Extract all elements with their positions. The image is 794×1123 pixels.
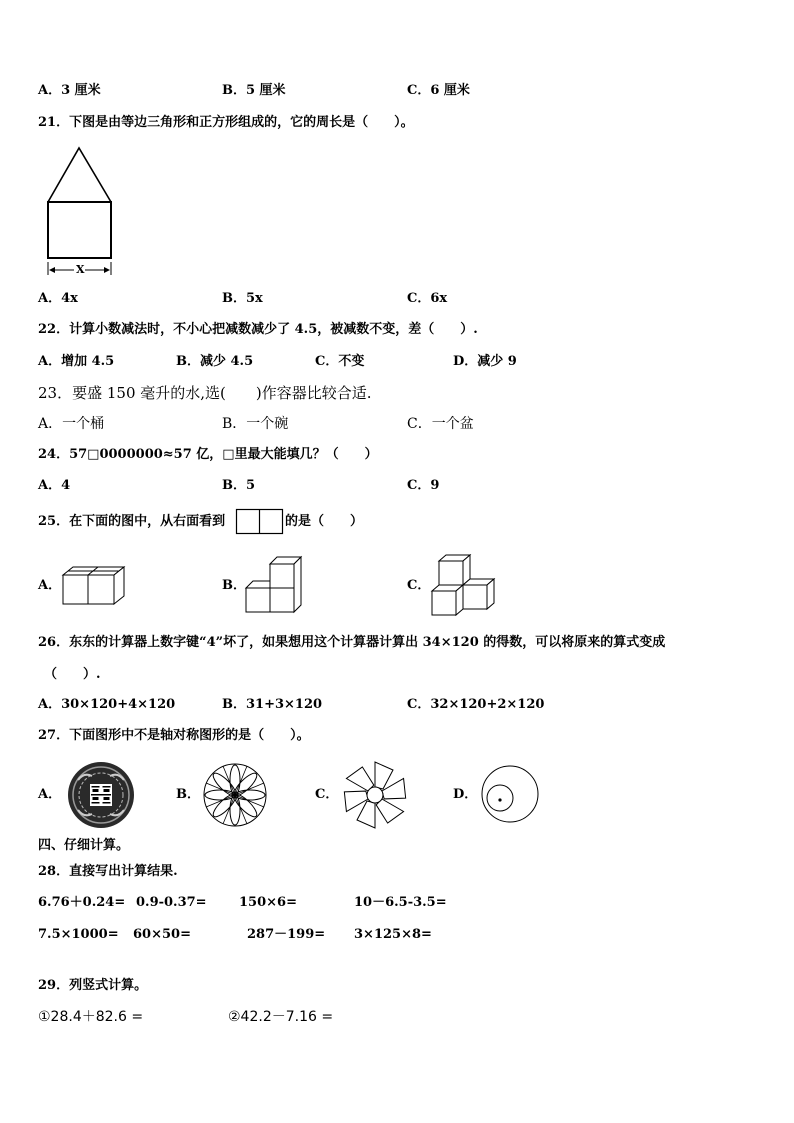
- q26-question-cont: （ ）.: [44, 667, 101, 682]
- q27-option-c: C．: [315, 787, 339, 802]
- q21-option-a: A．4x: [38, 291, 78, 306]
- q22-option-a: A．增加 4.5: [38, 354, 115, 369]
- q29-item-2: ②42.2－7.16 =: [228, 1009, 334, 1025]
- q28-question: 28．直接写出计算结果.: [38, 864, 178, 879]
- q28-item-4: 10－6.5-3.5=: [354, 895, 447, 910]
- q22-option-c: C．不变: [315, 354, 365, 369]
- q21-option-c: C．6x: [407, 291, 448, 306]
- q28-item-5: 7.5×1000=: [38, 927, 119, 942]
- right-view-figure: [236, 509, 284, 535]
- q23-option-b: B．一个碗: [222, 416, 289, 432]
- q27-option-d: D．: [453, 787, 478, 802]
- section-4-heading: 四、仔细计算。: [38, 838, 130, 853]
- q24-option-c: C．9: [407, 478, 440, 493]
- q26-option-c: C．32×120+2×120: [407, 697, 545, 712]
- double-happiness-emblem-figure: [66, 760, 136, 830]
- cube-figure-c: [429, 553, 499, 619]
- q22-option-b: B．减少 4.5: [176, 354, 254, 369]
- q27-option-a: A．: [38, 787, 62, 802]
- flower-circle-figure: [200, 760, 270, 830]
- q20-option-b: B．5 厘米: [222, 83, 286, 98]
- q29-item-1: ①28.4＋82.6 =: [38, 1009, 144, 1025]
- house-figure: [40, 145, 120, 280]
- q27-option-b: B．: [176, 787, 200, 802]
- q22-question: 22．计算小数减法时，不小心把减数减少了 4.5，被减数不变，差（ ）.: [38, 322, 478, 337]
- q25-question-start: 25．在下面的图中，从右面看到: [38, 514, 226, 529]
- q25-option-a: A．: [38, 578, 62, 593]
- q26-option-a: A．30×120+4×120: [38, 697, 176, 712]
- pinwheel-hexagon-figure: [338, 760, 414, 830]
- q20-option-c: C．6 厘米: [407, 83, 470, 98]
- q23-option-c: C．一个盆: [407, 416, 474, 432]
- q22-option-d: D．减少 9: [453, 354, 517, 369]
- q26-option-b: B．31+3×120: [222, 697, 323, 712]
- circles-figure: [478, 762, 542, 826]
- q24-option-a: A．4: [38, 478, 71, 493]
- q28-item-3: 150×6=: [239, 895, 297, 910]
- q24-question: 24．57□0000000≈57 亿，□里最大能填几？（ ）: [38, 447, 378, 462]
- cube-figure-b: [244, 555, 306, 615]
- q23-option-a: A．一个桶: [38, 416, 105, 432]
- q28-item-6: 60×50=: [133, 927, 191, 942]
- q29-question: 29．列竖式计算。: [38, 978, 148, 993]
- q27-question: 27．下面图形中不是轴对称图形的是（ ）。: [38, 728, 310, 743]
- q25-question-end: 的是（ ）: [285, 514, 364, 529]
- q20-option-a: A．3 厘米: [38, 83, 101, 98]
- q28-item-1: 6.76＋0.24=: [38, 895, 126, 910]
- q25-option-c: C．: [407, 578, 431, 593]
- q23-question: 23．要盛 150 毫升的水,选( )作容器比较合适.: [38, 384, 372, 402]
- q28-item-8: 3×125×8=: [354, 927, 432, 942]
- q21-question: 21．下图是由等边三角形和正方形组成的，它的周长是（ ）。: [38, 115, 414, 130]
- cube-figure-a: [60, 562, 130, 608]
- q28-item-2: 0.9-0.37=: [136, 895, 207, 910]
- q25-option-b: B．: [222, 578, 246, 593]
- q21-option-b: B．5x: [222, 291, 263, 306]
- q24-option-b: B．5: [222, 478, 256, 493]
- figure-x-label: X: [76, 263, 85, 276]
- q26-question: 26．东东的计算器上数字键“4”坏了，如果想用这个计算器计算出 34×120 的得数，可以将原来的算式变成: [38, 635, 666, 650]
- q28-item-7: 287－199=: [247, 927, 326, 942]
